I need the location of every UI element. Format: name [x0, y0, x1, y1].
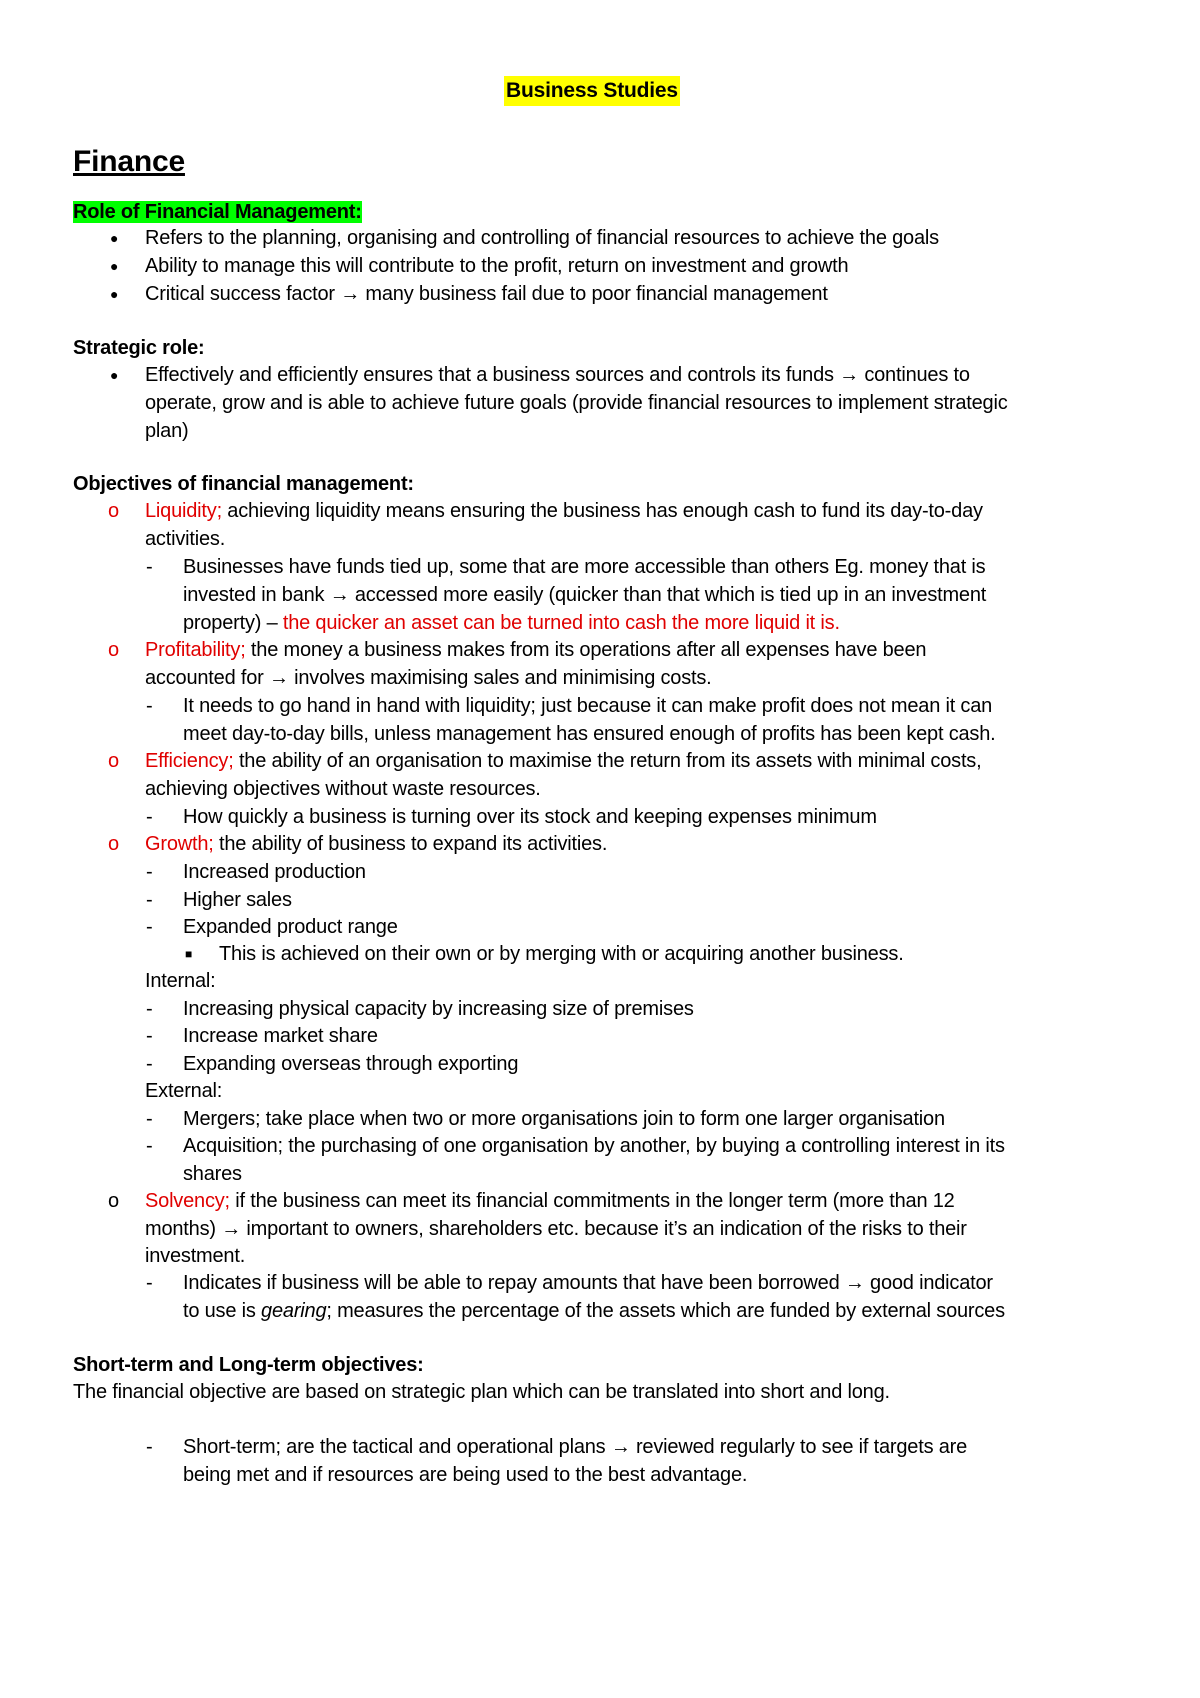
- solvency-line: investment.: [145, 1245, 246, 1267]
- dash-marker: -: [146, 861, 153, 883]
- circle-bullet-icon: o: [108, 639, 120, 661]
- internal-item: Expanding overseas through exporting: [183, 1053, 519, 1075]
- internal-label: Internal:: [145, 970, 216, 992]
- dash-marker: -: [146, 556, 153, 578]
- square-bullet-icon: ■: [185, 947, 193, 961]
- profitability-line: Profitability; the money a business makes from its operations after all expenses have been: [145, 639, 927, 661]
- solvency-line: Solvency; if the business can meet its financial commitments in the longer term (more than 12: [145, 1190, 955, 1212]
- role-item: Refers to the planning, organising and controlling of financial resources to achieve the goals: [145, 227, 939, 249]
- bullet-icon: ●: [110, 230, 119, 246]
- solvency-sub: Indicates if business will be able to repay amounts that have been borrowed → good indicator: [183, 1272, 993, 1294]
- dash-marker: -: [146, 1053, 153, 1075]
- dash-marker: -: [146, 916, 153, 938]
- circle-bullet-icon: o: [108, 1190, 120, 1212]
- growth-line: Growth; the ability of business to expand its activities.: [145, 833, 608, 855]
- dash-marker: -: [146, 1025, 153, 1047]
- strategic-line: plan): [145, 420, 189, 442]
- profitability-line: accounted for → involves maximising sales and minimising costs.: [145, 667, 712, 689]
- dash-marker: -: [146, 695, 153, 717]
- document-title: Business Studies: [504, 76, 680, 106]
- circle-bullet-icon: o: [108, 750, 120, 772]
- internal-item: Increase market share: [183, 1025, 378, 1047]
- liquidity-sub: property) – the quicker an asset can be turned into cash the more liquid it is.: [183, 612, 840, 634]
- efficiency-line: Efficiency; the ability of an organisation to maximise the return from its assets with minimal costs,: [145, 750, 982, 772]
- efficiency-line: achieving objectives without waste resources.: [145, 778, 541, 800]
- profitability-sub: meet day-to-day bills, unless management has ensured enough of profits has been kept cash.: [183, 723, 996, 745]
- strategic-line: operate, grow and is able to achieve future goals (provide financial resources to implement strategic: [145, 392, 1008, 414]
- objectives-heading: Objectives of financial management:: [73, 473, 414, 495]
- external-item: shares: [183, 1163, 242, 1185]
- dash-marker: -: [146, 1108, 153, 1130]
- bullet-icon: ●: [110, 258, 119, 274]
- solvency-sub: to use is gearing; measures the percentage of the assets which are funded by external sources: [183, 1300, 1005, 1322]
- strategic-line: Effectively and efficiently ensures that a business sources and controls its funds → continues to: [145, 364, 970, 386]
- internal-item: Increasing physical capacity by increasing size of premises: [183, 998, 694, 1020]
- external-label: External:: [145, 1080, 223, 1102]
- solvency-line: months) → important to owners, shareholders etc. because it’s an indication of the risks to their: [145, 1218, 967, 1240]
- dash-marker: -: [146, 998, 153, 1020]
- role-item: Ability to manage this will contribute to the profit, return on investment and growth: [145, 255, 849, 277]
- dash-marker: -: [146, 1436, 153, 1458]
- circle-bullet-icon: o: [108, 833, 120, 855]
- short-long-intro: The financial objective are based on strategic plan which can be translated into short and long.: [73, 1381, 890, 1403]
- section-title: Finance: [73, 145, 185, 178]
- liquidity-line: Liquidity; achieving liquidity means ensuring the business has enough cash to fund its day-to-day: [145, 500, 983, 522]
- dash-marker: -: [146, 1272, 153, 1294]
- external-item: Mergers; take place when two or more organisations join to form one larger organisation: [183, 1108, 945, 1130]
- liquidity-line: activities.: [145, 528, 226, 550]
- bullet-icon: ●: [110, 367, 119, 383]
- short-long-sub: being met and if resources are being used to the best advantage.: [183, 1464, 748, 1486]
- strategic-heading: Strategic role:: [73, 337, 205, 359]
- bullet-icon: ●: [110, 286, 119, 302]
- growth-sub: Higher sales: [183, 889, 292, 911]
- dash-marker: -: [146, 806, 153, 828]
- growth-square-item: This is achieved on their own or by merging with or acquiring another business.: [219, 943, 904, 965]
- short-long-heading: Short-term and Long-term objectives:: [73, 1354, 424, 1376]
- external-item: Acquisition; the purchasing of one organisation by another, by buying a controlling interest in its: [183, 1135, 1005, 1157]
- dash-marker: -: [146, 889, 153, 911]
- dash-marker: -: [146, 1135, 153, 1157]
- growth-sub: Increased production: [183, 861, 366, 883]
- efficiency-sub: How quickly a business is turning over its stock and keeping expenses minimum: [183, 806, 877, 828]
- short-long-sub: Short-term; are the tactical and operational plans → reviewed regularly to see if targets are: [183, 1436, 968, 1458]
- role-item: Critical success factor → many business fail due to poor financial management: [145, 283, 828, 305]
- liquidity-sub: invested in bank → accessed more easily (quicker than that which is tied up in an investment: [183, 584, 987, 606]
- growth-sub: Expanded product range: [183, 916, 398, 938]
- profitability-sub: It needs to go hand in hand with liquidity; just because it can make profit does not mean it can: [183, 695, 993, 717]
- liquidity-sub: Businesses have funds tied up, some that are more accessible than others Eg. money that is: [183, 556, 986, 578]
- circle-bullet-icon: o: [108, 500, 120, 522]
- role-heading: Role of Financial Management:: [73, 201, 362, 223]
